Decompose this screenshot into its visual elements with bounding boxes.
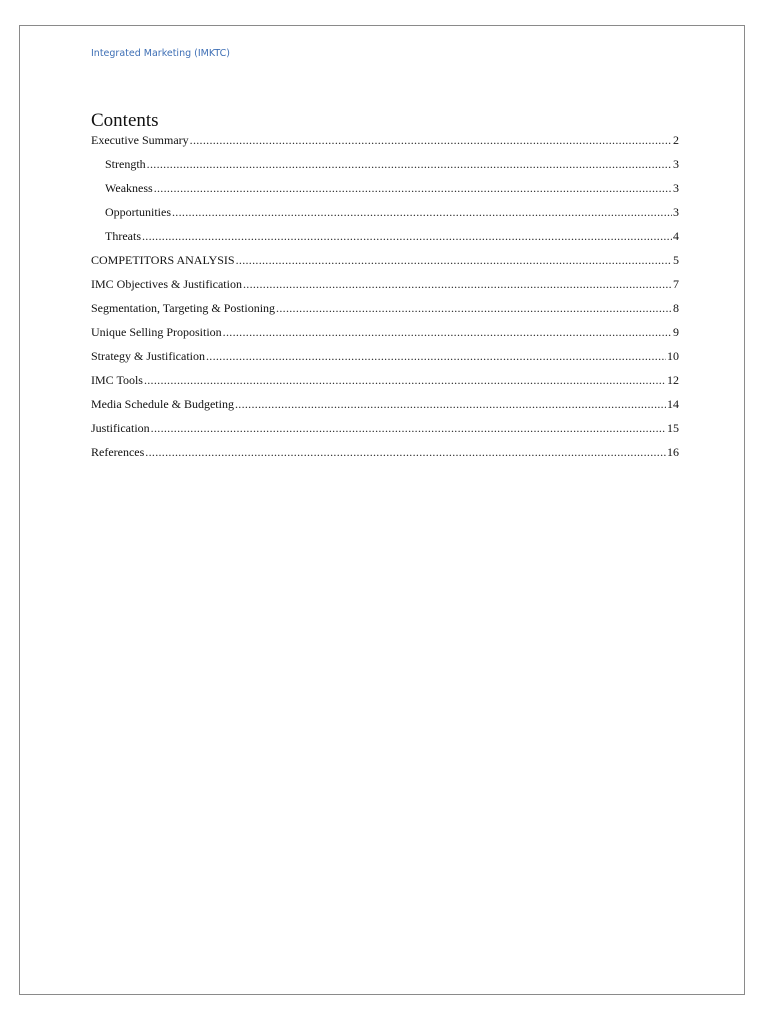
toc-entry-page-number: 14 <box>667 397 679 411</box>
toc-entry[interactable] <box>91 349 679 373</box>
toc-entry-page-number: 8 <box>673 301 679 315</box>
toc-title: Contents <box>91 110 159 131</box>
toc-entry[interactable] <box>91 445 679 469</box>
toc-entry-page-number: 5 <box>673 253 679 267</box>
toc-entry[interactable] <box>91 253 679 277</box>
toc-entry-label: Segmentation, Targeting & Postioning <box>91 301 276 315</box>
toc-dot-leader <box>276 301 672 316</box>
toc-entry[interactable] <box>91 205 679 229</box>
toc-entry-label: COMPETITORS ANALYSIS <box>91 253 235 267</box>
toc-dot-leader <box>235 397 666 412</box>
toc-entry-page-number: 3 <box>673 157 679 171</box>
toc-entry-label: Strength <box>105 157 146 171</box>
toc-dot-leader <box>144 373 666 388</box>
toc-entry-label: References <box>91 445 145 459</box>
toc-dot-leader <box>142 229 672 244</box>
toc-entry-label: IMC Tools <box>91 373 143 387</box>
toc-entry-label: IMC Objectives & Justification <box>91 277 242 291</box>
toc-dot-leader <box>151 421 666 436</box>
toc-dot-leader <box>190 133 672 148</box>
toc-entry-page-number: 4 <box>673 229 679 243</box>
toc-entry-label: Threats <box>105 229 141 243</box>
toc-entry-page-number: 2 <box>673 133 679 147</box>
toc-entry-page-number: 3 <box>673 181 679 195</box>
toc-entry[interactable] <box>91 133 679 157</box>
toc-entry[interactable] <box>91 301 679 325</box>
toc-dot-leader <box>147 157 672 172</box>
toc-entry[interactable] <box>91 277 679 301</box>
toc-entry[interactable] <box>91 373 679 397</box>
toc-entry-page-number: 3 <box>673 205 679 219</box>
toc-entry[interactable] <box>91 397 679 421</box>
toc-entry-label: Opportunities <box>105 205 171 219</box>
toc-entry-page-number: 7 <box>673 277 679 291</box>
toc-dot-leader <box>243 277 672 292</box>
toc-dot-leader <box>145 445 666 460</box>
toc-entry-page-number: 10 <box>667 349 679 363</box>
document-page <box>19 25 745 995</box>
toc-dot-leader <box>236 253 672 268</box>
toc-entry[interactable] <box>91 325 679 349</box>
toc-entry-page-number: 12 <box>667 373 679 387</box>
toc-entry-page-number: 9 <box>673 325 679 339</box>
toc-entry[interactable] <box>91 421 679 445</box>
table-of-contents <box>91 133 679 469</box>
toc-entry-label: Strategy & Justification <box>91 349 205 363</box>
toc-entry-label: Weakness <box>105 181 153 195</box>
toc-entry-label: Justification <box>91 421 150 435</box>
toc-dot-leader <box>206 349 666 364</box>
toc-entry[interactable] <box>91 229 679 253</box>
toc-dot-leader <box>223 325 672 340</box>
toc-entry[interactable] <box>91 181 679 205</box>
toc-dot-leader <box>172 205 672 220</box>
toc-entry-label: Media Schedule & Budgeting <box>91 397 234 411</box>
toc-entry-page-number: 16 <box>667 445 679 459</box>
running-header: Integrated Marketing (IMKTC) <box>91 48 230 59</box>
toc-dot-leader <box>154 181 672 196</box>
toc-entry[interactable] <box>91 157 679 181</box>
toc-entry-label: Executive Summary <box>91 133 189 147</box>
toc-entry-label: Unique Selling Proposition <box>91 325 222 339</box>
toc-entry-page-number: 15 <box>667 421 679 435</box>
